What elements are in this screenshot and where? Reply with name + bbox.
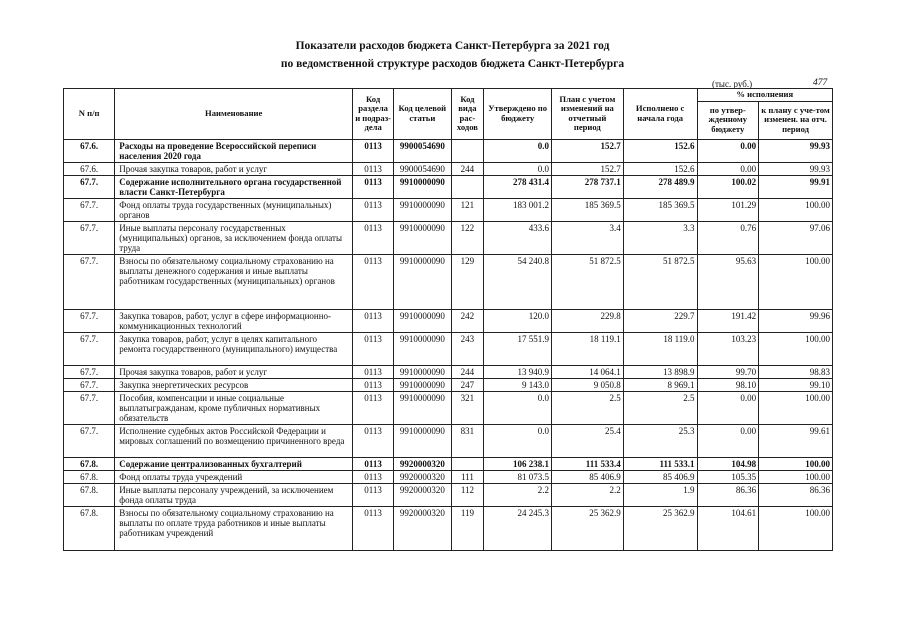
col-header-pct-plan: к плану с уче-том изменен. на отч. период	[759, 101, 833, 139]
cell-npp: 67.7.	[64, 198, 115, 221]
cell-plan: 85 406.9	[551, 470, 623, 483]
cell-plan: 278 737.1	[551, 175, 623, 198]
cell-utv: 0.0	[484, 424, 552, 457]
cell-cel: 9910000090	[394, 254, 451, 309]
cell-vid: 243	[451, 332, 484, 365]
cell-cel: 9920000320	[394, 457, 451, 470]
cell-razdel: 0113	[353, 483, 394, 506]
cell-isp: 2.5	[623, 391, 697, 424]
cell-utv: 0.0	[484, 391, 552, 424]
cell-vid: 831	[451, 424, 484, 457]
cell-razdel: 0113	[353, 309, 394, 332]
cell-name: Закупка товаров, работ, услуг в целях капитального ремонта государственного (муниципального) имущества	[115, 332, 353, 365]
cell-vid	[451, 175, 484, 198]
cell-npp: 67.8.	[64, 506, 115, 550]
cell-razdel: 0113	[353, 378, 394, 391]
cell-utv: 54 240.8	[484, 254, 552, 309]
cell-razdel: 0113	[353, 332, 394, 365]
cell-razdel: 0113	[353, 162, 394, 175]
cell-isp: 25 362.9	[623, 506, 697, 550]
cell-name: Взносы по обязательному социальному страхованию на выплаты денежного содержания и иные выплаты работникам государственных (муниципальных) органов	[115, 254, 353, 309]
col-header-cel: Код целевой статьи	[394, 89, 451, 140]
cell-pct-plan: 100.00	[759, 457, 833, 470]
table-row	[64, 424, 833, 457]
cell-vid: 111	[451, 470, 484, 483]
col-header-pct-utv: по утвер-жденному бюджету	[697, 101, 759, 139]
cell-pct-utv: 0.00	[697, 424, 759, 457]
cell-pct-plan: 99.93	[759, 139, 833, 162]
units-label: (тыс. руб.)	[712, 79, 753, 89]
cell-name: Расходы на проведение Всероссийской переписи населения 2020 года	[115, 139, 353, 162]
col-header-utv: Утверждено по бюджету	[484, 89, 552, 140]
cell-pct-plan: 99.10	[759, 378, 833, 391]
cell-plan: 229.8	[551, 309, 623, 332]
cell-name: Содержание исполнительного органа государственной власти Санкт-Петербурга	[115, 175, 353, 198]
cell-isp: 25.3	[623, 424, 697, 457]
cell-pct-plan: 100.00	[759, 506, 833, 550]
cell-plan: 51 872.5	[551, 254, 623, 309]
cell-plan: 185 369.5	[551, 198, 623, 221]
cell-plan: 25 362.9	[551, 506, 623, 550]
table-row	[64, 139, 833, 162]
cell-npp: 67.7.	[64, 365, 115, 378]
cell-cel: 9910000090	[394, 175, 451, 198]
table-row	[64, 457, 833, 470]
cell-isp: 111 533.1	[623, 457, 697, 470]
report-title-line1: Показатели расходов бюджета Санкт-Петербурга за 2021 год	[295, 40, 610, 52]
cell-plan: 25.4	[551, 424, 623, 457]
cell-isp: 18 119.0	[623, 332, 697, 365]
table-row	[64, 365, 833, 378]
table-row	[64, 391, 833, 424]
cell-pct-plan: 98.83	[759, 365, 833, 378]
col-header-razdel: Код раздела и подраз-дела	[353, 89, 394, 140]
cell-cel: 9910000090	[394, 198, 451, 221]
cell-cel: 9910000090	[394, 332, 451, 365]
table-body	[64, 139, 833, 550]
cell-pct-plan: 99.93	[759, 162, 833, 175]
table-row	[64, 483, 833, 506]
cell-npp: 67.7.	[64, 332, 115, 365]
cell-cel: 9900054690	[394, 139, 451, 162]
cell-cel: 9910000090	[394, 391, 451, 424]
cell-isp: 152.6	[623, 139, 697, 162]
cell-razdel: 0113	[353, 254, 394, 309]
cell-plan: 152.7	[551, 139, 623, 162]
cell-vid	[451, 457, 484, 470]
cell-npp: 67.8.	[64, 470, 115, 483]
cell-cel: 9910000090	[394, 221, 451, 254]
cell-npp: 67.7.	[64, 254, 115, 309]
cell-vid: 244	[451, 365, 484, 378]
col-header-plan: План с учетом изменений на отчетный период	[551, 89, 623, 140]
cell-npp: 67.7.	[64, 175, 115, 198]
cell-razdel: 0113	[353, 424, 394, 457]
cell-cel: 9910000090	[394, 365, 451, 378]
cell-razdel: 0113	[353, 470, 394, 483]
cell-pct-plan: 100.00	[759, 391, 833, 424]
cell-cel: 9920000320	[394, 470, 451, 483]
cell-name: Содержание централизованных бухгалтерий	[115, 457, 353, 470]
cell-plan: 152.7	[551, 162, 623, 175]
cell-utv: 17 551.9	[484, 332, 552, 365]
cell-pct-utv: 95.63	[697, 254, 759, 309]
col-header-name: Наименование	[115, 89, 353, 140]
table-row	[64, 378, 833, 391]
cell-isp: 278 489.9	[623, 175, 697, 198]
cell-plan: 14 064.1	[551, 365, 623, 378]
cell-pct-utv: 86.36	[697, 483, 759, 506]
cell-pct-plan: 100.00	[759, 198, 833, 221]
cell-pct-utv: 0.00	[697, 139, 759, 162]
table-row	[64, 175, 833, 198]
cell-isp: 85 406.9	[623, 470, 697, 483]
cell-vid: 321	[451, 391, 484, 424]
cell-razdel: 0113	[353, 365, 394, 378]
cell-pct-utv: 99.70	[697, 365, 759, 378]
cell-pct-utv: 191.42	[697, 309, 759, 332]
cell-pct-plan: 86.36	[759, 483, 833, 506]
cell-isp: 1.9	[623, 483, 697, 506]
cell-utv: 24 245.3	[484, 506, 552, 550]
cell-name: Прочая закупка товаров, работ и услуг	[115, 162, 353, 175]
cell-name: Взносы по обязательному социальному страхованию на выплаты по оплате труда работников и иные выплаты работникам учреждений	[115, 506, 353, 550]
cell-isp: 8 969.1	[623, 378, 697, 391]
cell-name: Иные выплаты персоналу государственных (муниципальных) органов, за исключением фонда оплаты труда	[115, 221, 353, 254]
cell-isp: 152.6	[623, 162, 697, 175]
cell-razdel: 0113	[353, 175, 394, 198]
cell-pct-utv: 0.76	[697, 221, 759, 254]
cell-npp: 67.7.	[64, 378, 115, 391]
cell-isp: 51 872.5	[623, 254, 697, 309]
col-header-npp: N п/п	[64, 89, 115, 140]
cell-utv: 13 940.9	[484, 365, 552, 378]
table-row	[64, 309, 833, 332]
cell-utv: 183 001.2	[484, 198, 552, 221]
cell-cel: 9900054690	[394, 162, 451, 175]
cell-pct-utv: 98.10	[697, 378, 759, 391]
cell-utv: 0.0	[484, 139, 552, 162]
cell-pct-plan: 100.00	[759, 254, 833, 309]
table-row	[64, 332, 833, 365]
cell-pct-utv: 105.35	[697, 470, 759, 483]
col-header-pct-group: % исполнения	[697, 89, 832, 102]
cell-npp: 67.6.	[64, 139, 115, 162]
cell-isp: 3.3	[623, 221, 697, 254]
cell-utv: 81 073.5	[484, 470, 552, 483]
cell-name: Фонд оплаты труда учреждений	[115, 470, 353, 483]
cell-razdel: 0113	[353, 198, 394, 221]
cell-utv: 0.0	[484, 162, 552, 175]
cell-isp: 229.7	[623, 309, 697, 332]
cell-plan: 2.5	[551, 391, 623, 424]
cell-name: Исполнение судебных актов Российской Федерации и мировых соглашений по возмещению причиненного вреда	[115, 424, 353, 457]
cell-plan: 18 119.1	[551, 332, 623, 365]
cell-pct-plan: 100.00	[759, 470, 833, 483]
cell-vid: 242	[451, 309, 484, 332]
cell-npp: 67.7.	[64, 221, 115, 254]
page-number: 477	[813, 78, 828, 88]
cell-razdel: 0113	[353, 457, 394, 470]
table-row	[64, 221, 833, 254]
report-title-line2: по ведомственной структуре расходов бюджета Санкт-Петербурга	[280, 58, 625, 70]
cell-npp: 67.7.	[64, 424, 115, 457]
cell-pct-plan: 99.96	[759, 309, 833, 332]
cell-cel: 9910000090	[394, 309, 451, 332]
cell-plan: 2.2	[551, 483, 623, 506]
cell-pct-utv: 104.98	[697, 457, 759, 470]
cell-cel: 9920000320	[394, 483, 451, 506]
cell-name: Пособия, компенсации и иные социальные выплатыгражданам, кроме публичных нормативных обязательств	[115, 391, 353, 424]
cell-cel: 9910000090	[394, 424, 451, 457]
cell-npp: 67.8.	[64, 483, 115, 506]
cell-vid: 122	[451, 221, 484, 254]
cell-pct-utv: 104.61	[697, 506, 759, 550]
cell-npp: 67.8.	[64, 457, 115, 470]
expenditure-table	[63, 88, 833, 551]
cell-pct-utv: 101.29	[697, 198, 759, 221]
cell-razdel: 0113	[353, 391, 394, 424]
cell-pct-plan: 100.00	[759, 332, 833, 365]
table-row	[64, 506, 833, 550]
cell-vid: 119	[451, 506, 484, 550]
table-row	[64, 254, 833, 309]
table-row	[64, 162, 833, 175]
cell-utv: 433.6	[484, 221, 552, 254]
cell-razdel: 0113	[353, 221, 394, 254]
cell-utv: 2.2	[484, 483, 552, 506]
cell-pct-utv: 0.00	[697, 391, 759, 424]
cell-pct-utv: 0.00	[697, 162, 759, 175]
cell-pct-plan: 99.91	[759, 175, 833, 198]
cell-cel: 9920000320	[394, 506, 451, 550]
cell-npp: 67.6.	[64, 162, 115, 175]
cell-plan: 111 533.4	[551, 457, 623, 470]
cell-vid: 244	[451, 162, 484, 175]
cell-vid: 121	[451, 198, 484, 221]
cell-vid: 247	[451, 378, 484, 391]
cell-vid: 112	[451, 483, 484, 506]
cell-name: Фонд оплаты труда государственных (муниципальных) органов	[115, 198, 353, 221]
cell-plan: 3.4	[551, 221, 623, 254]
cell-razdel: 0113	[353, 139, 394, 162]
cell-pct-utv: 100.02	[697, 175, 759, 198]
cell-isp: 13 898.9	[623, 365, 697, 378]
cell-pct-utv: 103.23	[697, 332, 759, 365]
cell-utv: 9 143.0	[484, 378, 552, 391]
cell-utv: 120.0	[484, 309, 552, 332]
cell-isp: 185 369.5	[623, 198, 697, 221]
table-row	[64, 470, 833, 483]
cell-name: Прочая закупка товаров, работ и услуг	[115, 365, 353, 378]
cell-cel: 9910000090	[394, 378, 451, 391]
cell-vid	[451, 139, 484, 162]
cell-name: Иные выплаты персоналу учреждений, за исключением фонда оплаты труда	[115, 483, 353, 506]
cell-utv: 278 431.4	[484, 175, 552, 198]
cell-razdel: 0113	[353, 506, 394, 550]
cell-utv: 106 238.1	[484, 457, 552, 470]
table-row	[64, 198, 833, 221]
cell-name: Закупка товаров, работ, услуг в сфере информационно-коммуникационных технологий	[115, 309, 353, 332]
cell-plan: 9 050.8	[551, 378, 623, 391]
cell-npp: 67.7.	[64, 391, 115, 424]
cell-name: Закупка энергетических ресурсов	[115, 378, 353, 391]
cell-pct-plan: 99.61	[759, 424, 833, 457]
cell-npp: 67.7.	[64, 309, 115, 332]
cell-vid: 129	[451, 254, 484, 309]
col-header-isp: Исполнено с начала года	[623, 89, 697, 140]
cell-pct-plan: 97.06	[759, 221, 833, 254]
col-header-vid: Код вида рас-ходов	[451, 89, 484, 140]
